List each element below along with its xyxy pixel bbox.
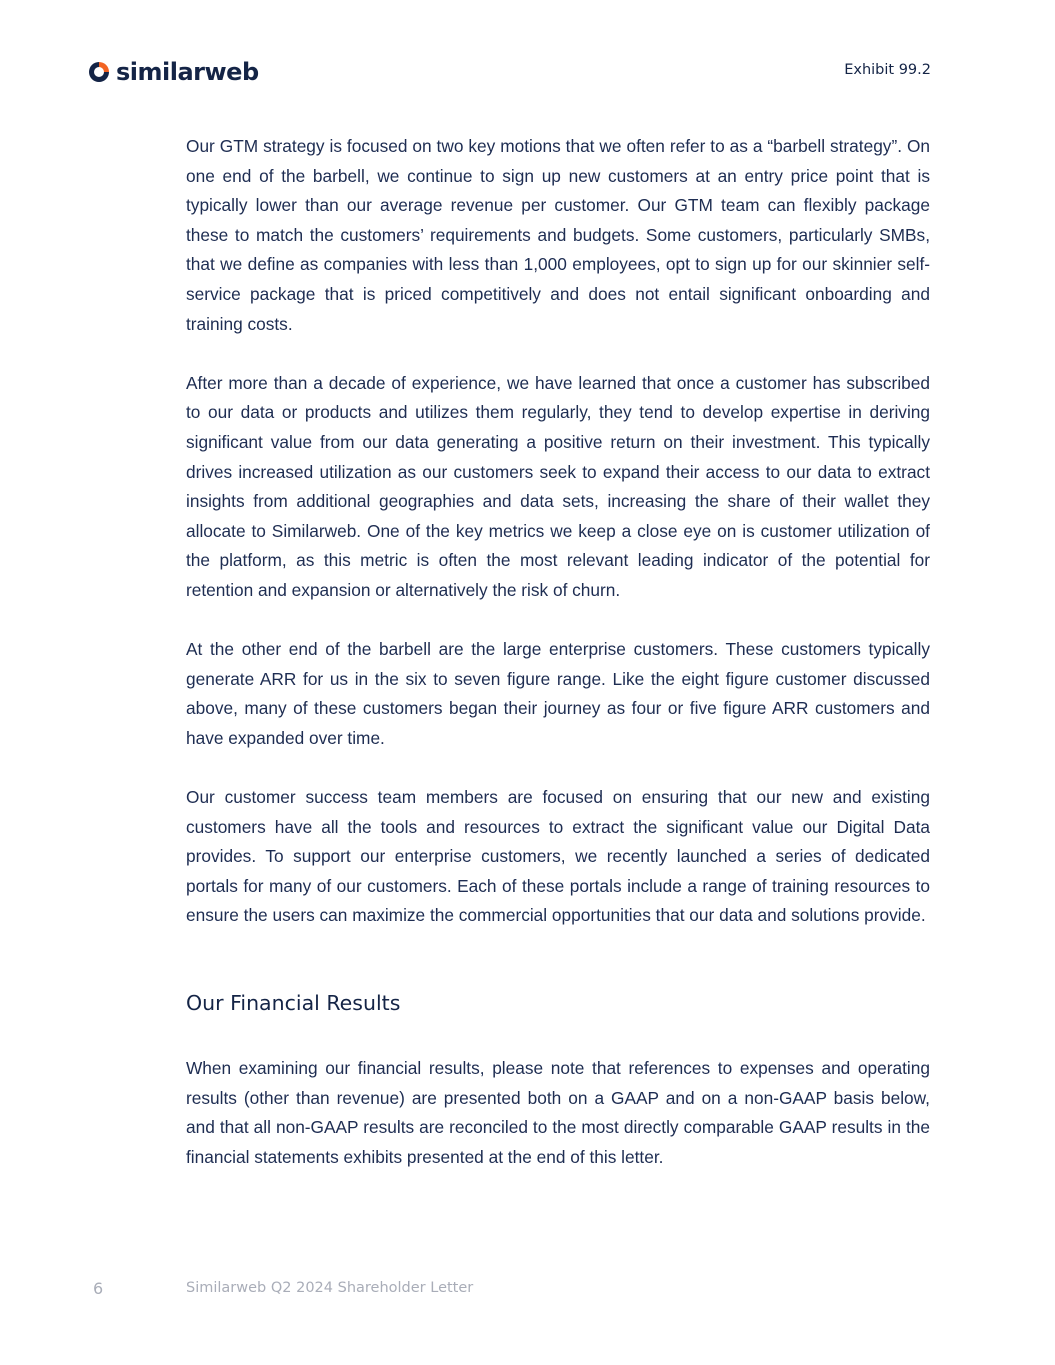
paragraph-customer-success: Our customer success team members are focused on ensuring that our new and existing customers have all the tools and resources to extract the significant value our Digital Data provides. To support our enterprise customers, we recently launched a series of dedicated portals for many of our customers. Each of these portals include a range of training resources to ensure the users can maximize the commercial opportunities that our data and solutions provide. xyxy=(186,787,930,926)
page-number: 6 xyxy=(93,1279,104,1298)
exhibit-label: Exhibit 99.2 xyxy=(844,62,931,78)
letter-body xyxy=(186,132,930,1202)
paragraph-customer-expertise: After more than a decade of experience, we have learned that once a customer has subscribed to our data or products and utilizes them regularly, they tend to develop expertise in deriving significant value from our data generating a positive return on their investment. This typically drives increased utilization as our customers seek to expand their access to our data to extract insights from additional geographies and data sets, increasing the share of their wallet they allocate to Similarweb. One of the key metrics we keep a close eye on is customer utilization of the platform, as this metric is often the most relevant leading indicator of the potential for retention and expansion or alternatively the risk of churn. xyxy=(186,372,930,600)
paragraph-enterprise-customers: At the other end of the barbell are the large enterprise customers. These customers typically generate ARR for us in the six to seven figure range. Like the eight figure customer discussed above, many of these customers began their journey as four or five figure ARR customers and have expanded over time. xyxy=(186,639,930,748)
footer-document-title: Similarweb Q2 2024 Shareholder Letter xyxy=(186,1280,474,1296)
similarweb-logo-icon xyxy=(88,61,110,83)
brand-logo xyxy=(88,58,259,86)
section-title-financial-results: Our Financial Results xyxy=(186,991,401,1016)
brand-name: similarweb xyxy=(116,58,259,86)
paragraph-financial-results: When examining our financial results, please note that references to expenses and operating results (other than revenue) are presented both on a GAAP and on a non-GAAP basis below, and that all non-GAAP results are reconciled to the most directly comparable GAAP results in the financial statements exhibits presented at the end of this letter. xyxy=(186,1058,930,1167)
paragraph-gtm-strategy: Our GTM strategy is focused on two key motions that we often refer to as a “barbell strategy”. On one end of the barbell, we continue to sign up new customers at an entry price point that is typically lower than our average revenue per customer. Our GTM team can flexibly package these to match the customers’ requirements and budgets. Some customers, particularly SMBs, that we define as companies with less than 1,000 employees, opt to sign up for our skinnier self-service package that is priced competitively and does not entail significant onboarding and training costs. xyxy=(186,136,930,334)
